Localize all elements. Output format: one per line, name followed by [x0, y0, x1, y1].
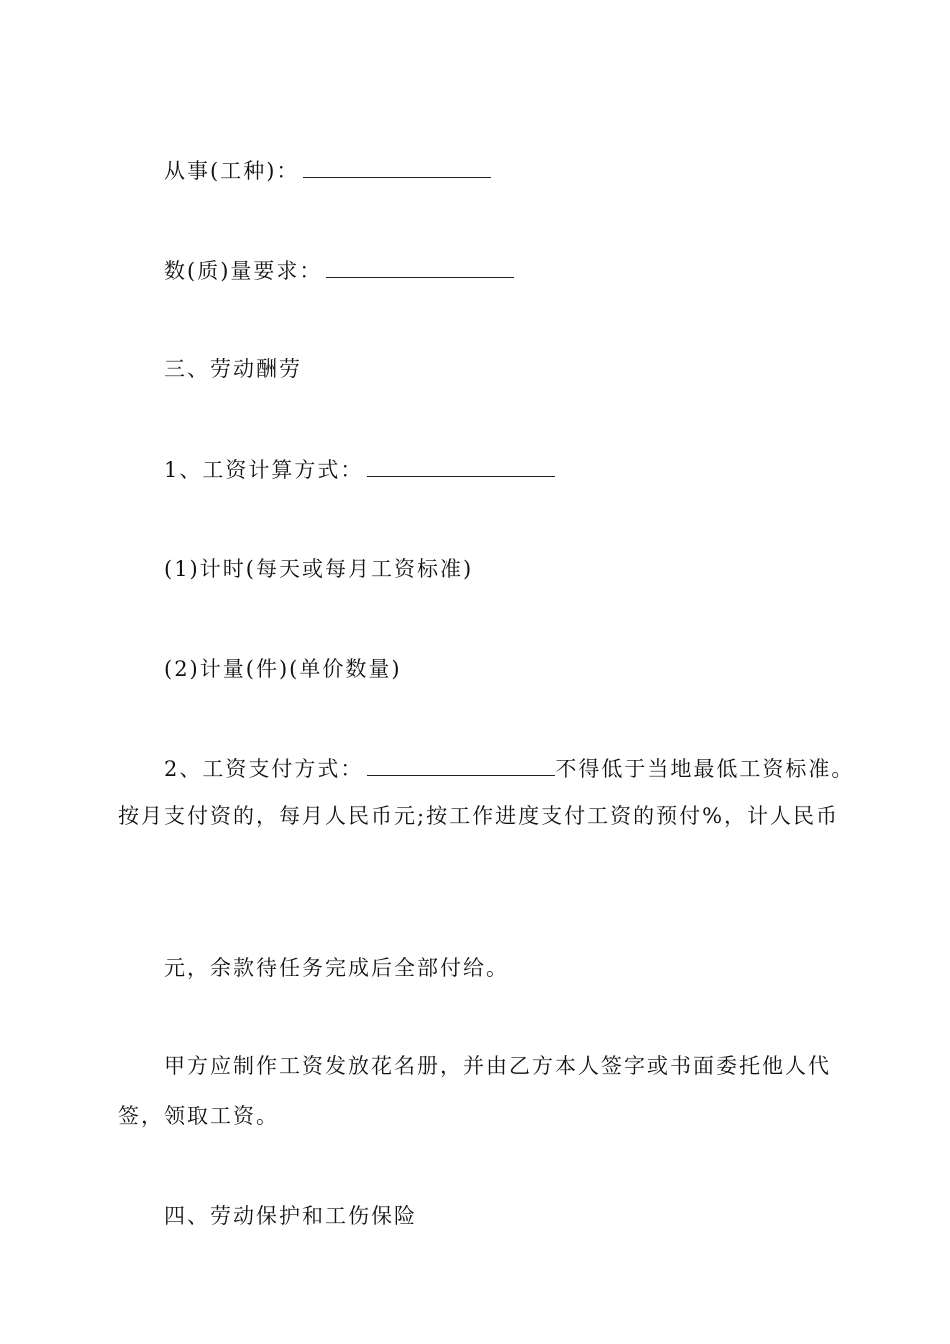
- wage-payment-tail: 不得低于当地最低工资标准。: [555, 757, 855, 781]
- wage-calc-label: 1、工资计算方式：: [164, 458, 364, 482]
- payroll-paragraph-line1: 甲方应制作工资发放花名册，并由乙方本人签字或书面委托他人代: [164, 1054, 831, 1078]
- quantity-quality-line: [164, 257, 514, 285]
- quantity-quality-label: 数(质)量要求：: [164, 259, 323, 283]
- wage-payment-blank: [367, 755, 555, 776]
- wage-payment-line: [164, 755, 854, 783]
- piece-based-item: (2)计量(件)(单价数量): [164, 657, 402, 681]
- balance-paragraph: 元，余款待任务完成后全部付给。: [164, 956, 509, 980]
- section-three-heading: 三、劳动酬劳: [164, 357, 302, 381]
- wage-calc-line: [164, 456, 555, 484]
- section-four-heading: 四、劳动保护和工伤保险: [164, 1204, 417, 1228]
- occupation-line: [164, 157, 491, 185]
- payroll-paragraph-line2: 签，领取工资。: [118, 1104, 279, 1128]
- occupation-label: 从事(工种)：: [164, 159, 300, 183]
- wage-payment-label: 2、工资支付方式：: [164, 757, 364, 781]
- occupation-blank: [303, 157, 491, 178]
- monthly-payment-paragraph: 按月支付资的，每月人民币元;按工作进度支付工资的预付%，计人民币: [118, 804, 840, 828]
- time-based-item: (1)计时(每天或每月工资标准): [164, 557, 474, 581]
- wage-calc-blank: [367, 456, 555, 477]
- quantity-quality-blank: [326, 257, 514, 278]
